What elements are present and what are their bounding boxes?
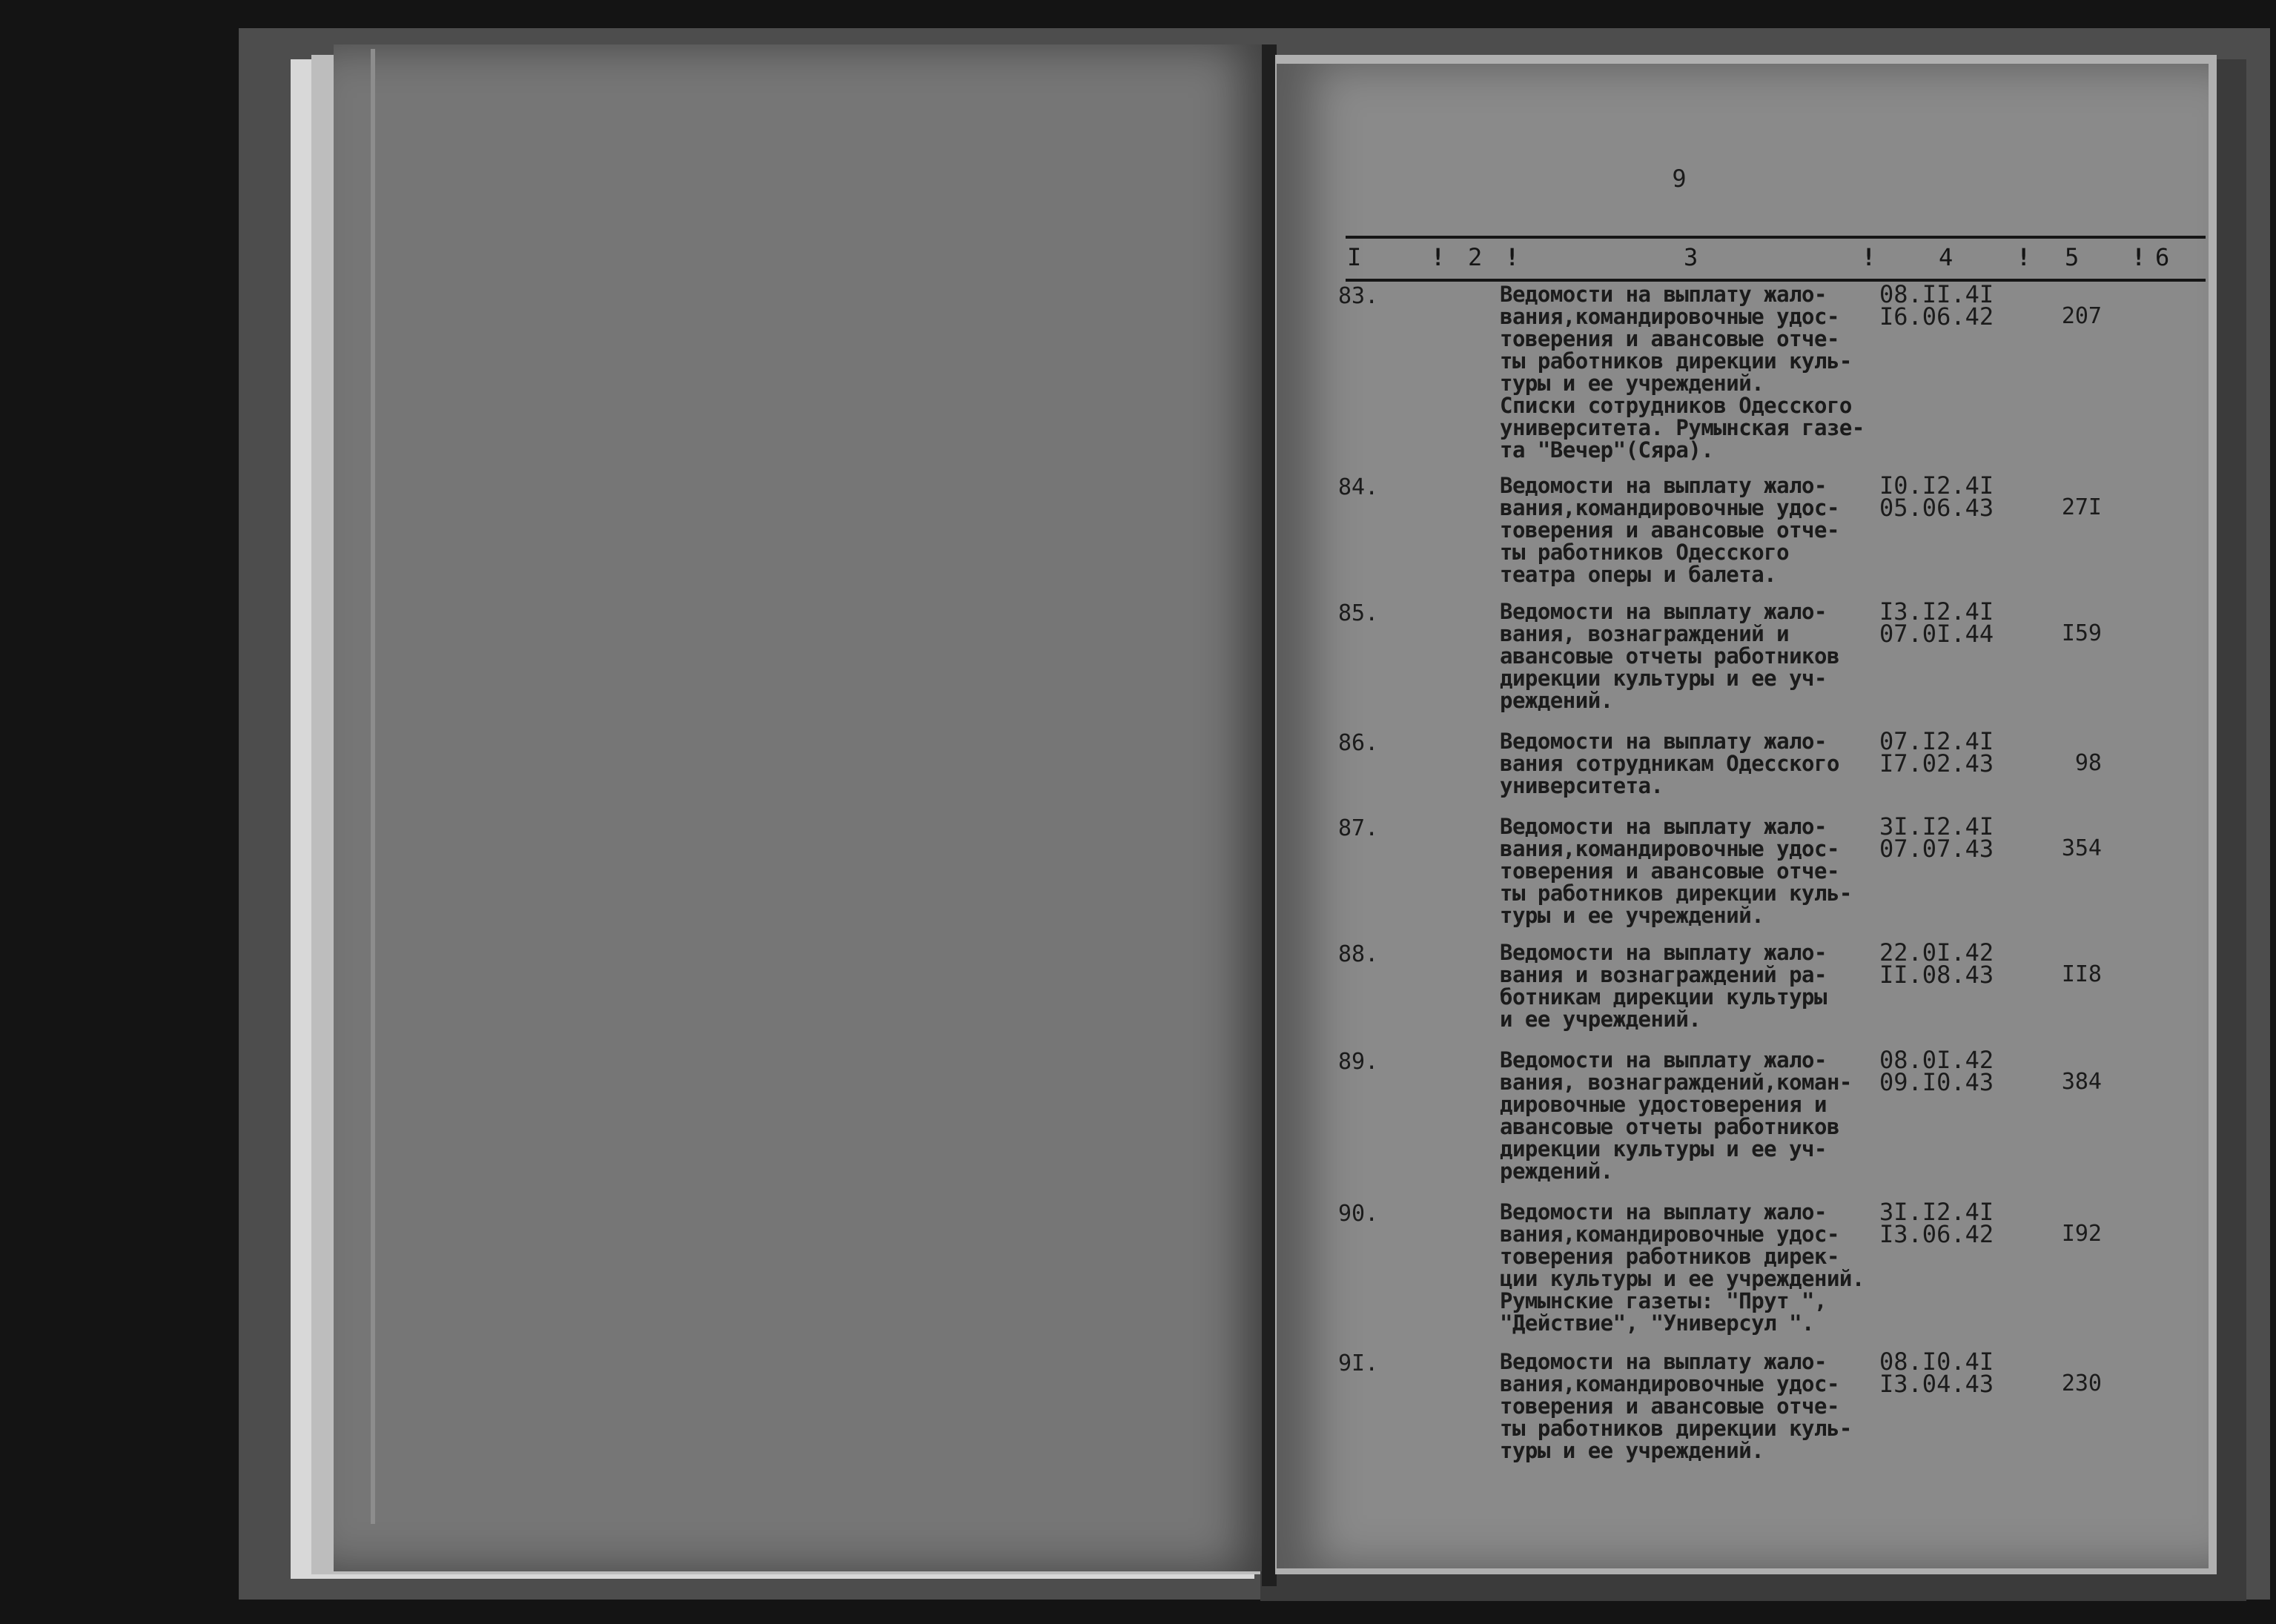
entry-date-end: I3.04.43 (1879, 1370, 1994, 1398)
entry-date-end: 07.0I.44 (1879, 620, 1994, 648)
entry-sheet-count: 230 (2061, 1371, 2102, 1396)
column-header-1: I (1347, 243, 1362, 271)
entry-sheet-count: 384 (2061, 1069, 2102, 1095)
entry-sheet-count: I59 (2061, 620, 2102, 646)
entry-date-end: 05.06.43 (1879, 494, 1994, 522)
entry-date-start: 22.0I.42 (1879, 938, 1994, 967)
column-separator: ! (2131, 243, 2146, 271)
entry-date-end: I7.02.43 (1879, 749, 1994, 778)
entry-description: Ведомости на выплату жало- вания,командировочные удос- товерения и авансовые отче- ты работников Одесского театра оперы и балета. (1500, 473, 1839, 587)
entry-date-start: I0.I2.4I (1879, 471, 1994, 500)
entry-number: 90. (1338, 1201, 1379, 1227)
left-page-blank (334, 44, 1271, 1571)
entry-date-start: 08.0I.42 (1879, 1046, 1994, 1074)
entry-number: 83. (1338, 283, 1379, 309)
entry-description: Ведомости на выплату жало- вания,командировочные удос- товерения и авансовые отче- ты работников дирекции куль- туры и ее учреждений. (1500, 814, 1852, 928)
column-header-6: 6 (2155, 243, 2170, 271)
entry-description: Ведомости на выплату жало- вания сотрудникам Одесского университета. (1500, 729, 1839, 798)
column-separator: ! (1862, 243, 1876, 271)
entry-date-start: 08.I0.4I (1879, 1348, 1994, 1376)
entry-sheet-count: 207 (2061, 303, 2102, 329)
entry-sheet-count: II8 (2061, 961, 2102, 987)
entry-date-end: II.08.43 (1879, 961, 1994, 989)
column-header-5: 5 (2065, 243, 2080, 271)
entry-description: Ведомости на выплату жало- вания, вознаграждений и авансовые отчеты работников дирекции культуры и ее уч- реждений. (1500, 599, 1839, 713)
entry-date-start: 08.II.4I (1879, 280, 1994, 308)
column-header-2: 2 (1468, 243, 1483, 271)
column-separator: ! (1431, 243, 1446, 271)
left-page-edge (371, 49, 375, 1524)
entry-date-start: 07.I2.4I (1879, 727, 1994, 755)
entry-date-start: 3I.I2.4I (1879, 812, 1994, 841)
entry-sheet-count: 354 (2061, 835, 2102, 861)
entry-number: 85. (1338, 600, 1379, 626)
entry-date-start: I3.I2.4I (1879, 597, 1994, 626)
entry-date-end: 07.07.43 (1879, 835, 1994, 863)
column-separator: ! (1505, 243, 1520, 271)
entry-description: Ведомости на выплату жало- вания,командировочные удос- товерения и авансовые отче- ты работников дирекции куль- туры и ее учреждений. (1500, 1349, 1852, 1463)
entry-number: 9I. (1338, 1350, 1379, 1376)
entry-description: Ведомости на выплату жало- вания,командировочные удос- товерения и авансовые отче- ты работников дирекции куль- туры и ее учреждений. Списки сотрудников Одесского университета. Румынская газе- та "Вечер"(Сяра). (1500, 282, 1865, 463)
table-header (1346, 236, 2206, 282)
column-header-3: 3 (1684, 243, 1698, 271)
entry-description: Ведомости на выплату жало- вания,командировочные удос- товерения работников дирек- ции культуры и ее учреждений. Румынские газеты: "Прут ", "Действие", "Универсул ". (1500, 1199, 1865, 1336)
entry-date-end: I6.06.42 (1879, 302, 1994, 331)
entry-number: 87. (1338, 815, 1379, 841)
entry-date-end: I3.06.42 (1879, 1220, 1994, 1248)
entry-date-end: 09.I0.43 (1879, 1068, 1994, 1096)
entry-sheet-count: I92 (2061, 1221, 2102, 1247)
entry-number: 88. (1338, 941, 1379, 967)
entry-number: 86. (1338, 730, 1379, 756)
page-number: 9 (1672, 165, 1687, 193)
entry-date-start: 3I.I2.4I (1879, 1198, 1994, 1226)
entry-number: 84. (1338, 474, 1379, 500)
entry-sheet-count: 27I (2061, 494, 2102, 520)
entry-number: 89. (1338, 1049, 1379, 1075)
column-separator: ! (2017, 243, 2031, 271)
entry-description: Ведомости на выплату жало- вания, вознаграждений,коман- дировочные удостоверения и авансовые отчеты работников дирекции культуры и ее уч- реждений. (1500, 1047, 1852, 1184)
entry-description: Ведомости на выплату жало- вания и вознаграждений ра- ботникам дирекции культуры и ее учреждений. (1500, 940, 1827, 1032)
book-gutter (1262, 44, 1277, 1586)
column-header-4: 4 (1939, 243, 1954, 271)
entry-sheet-count: 98 (2074, 750, 2102, 776)
